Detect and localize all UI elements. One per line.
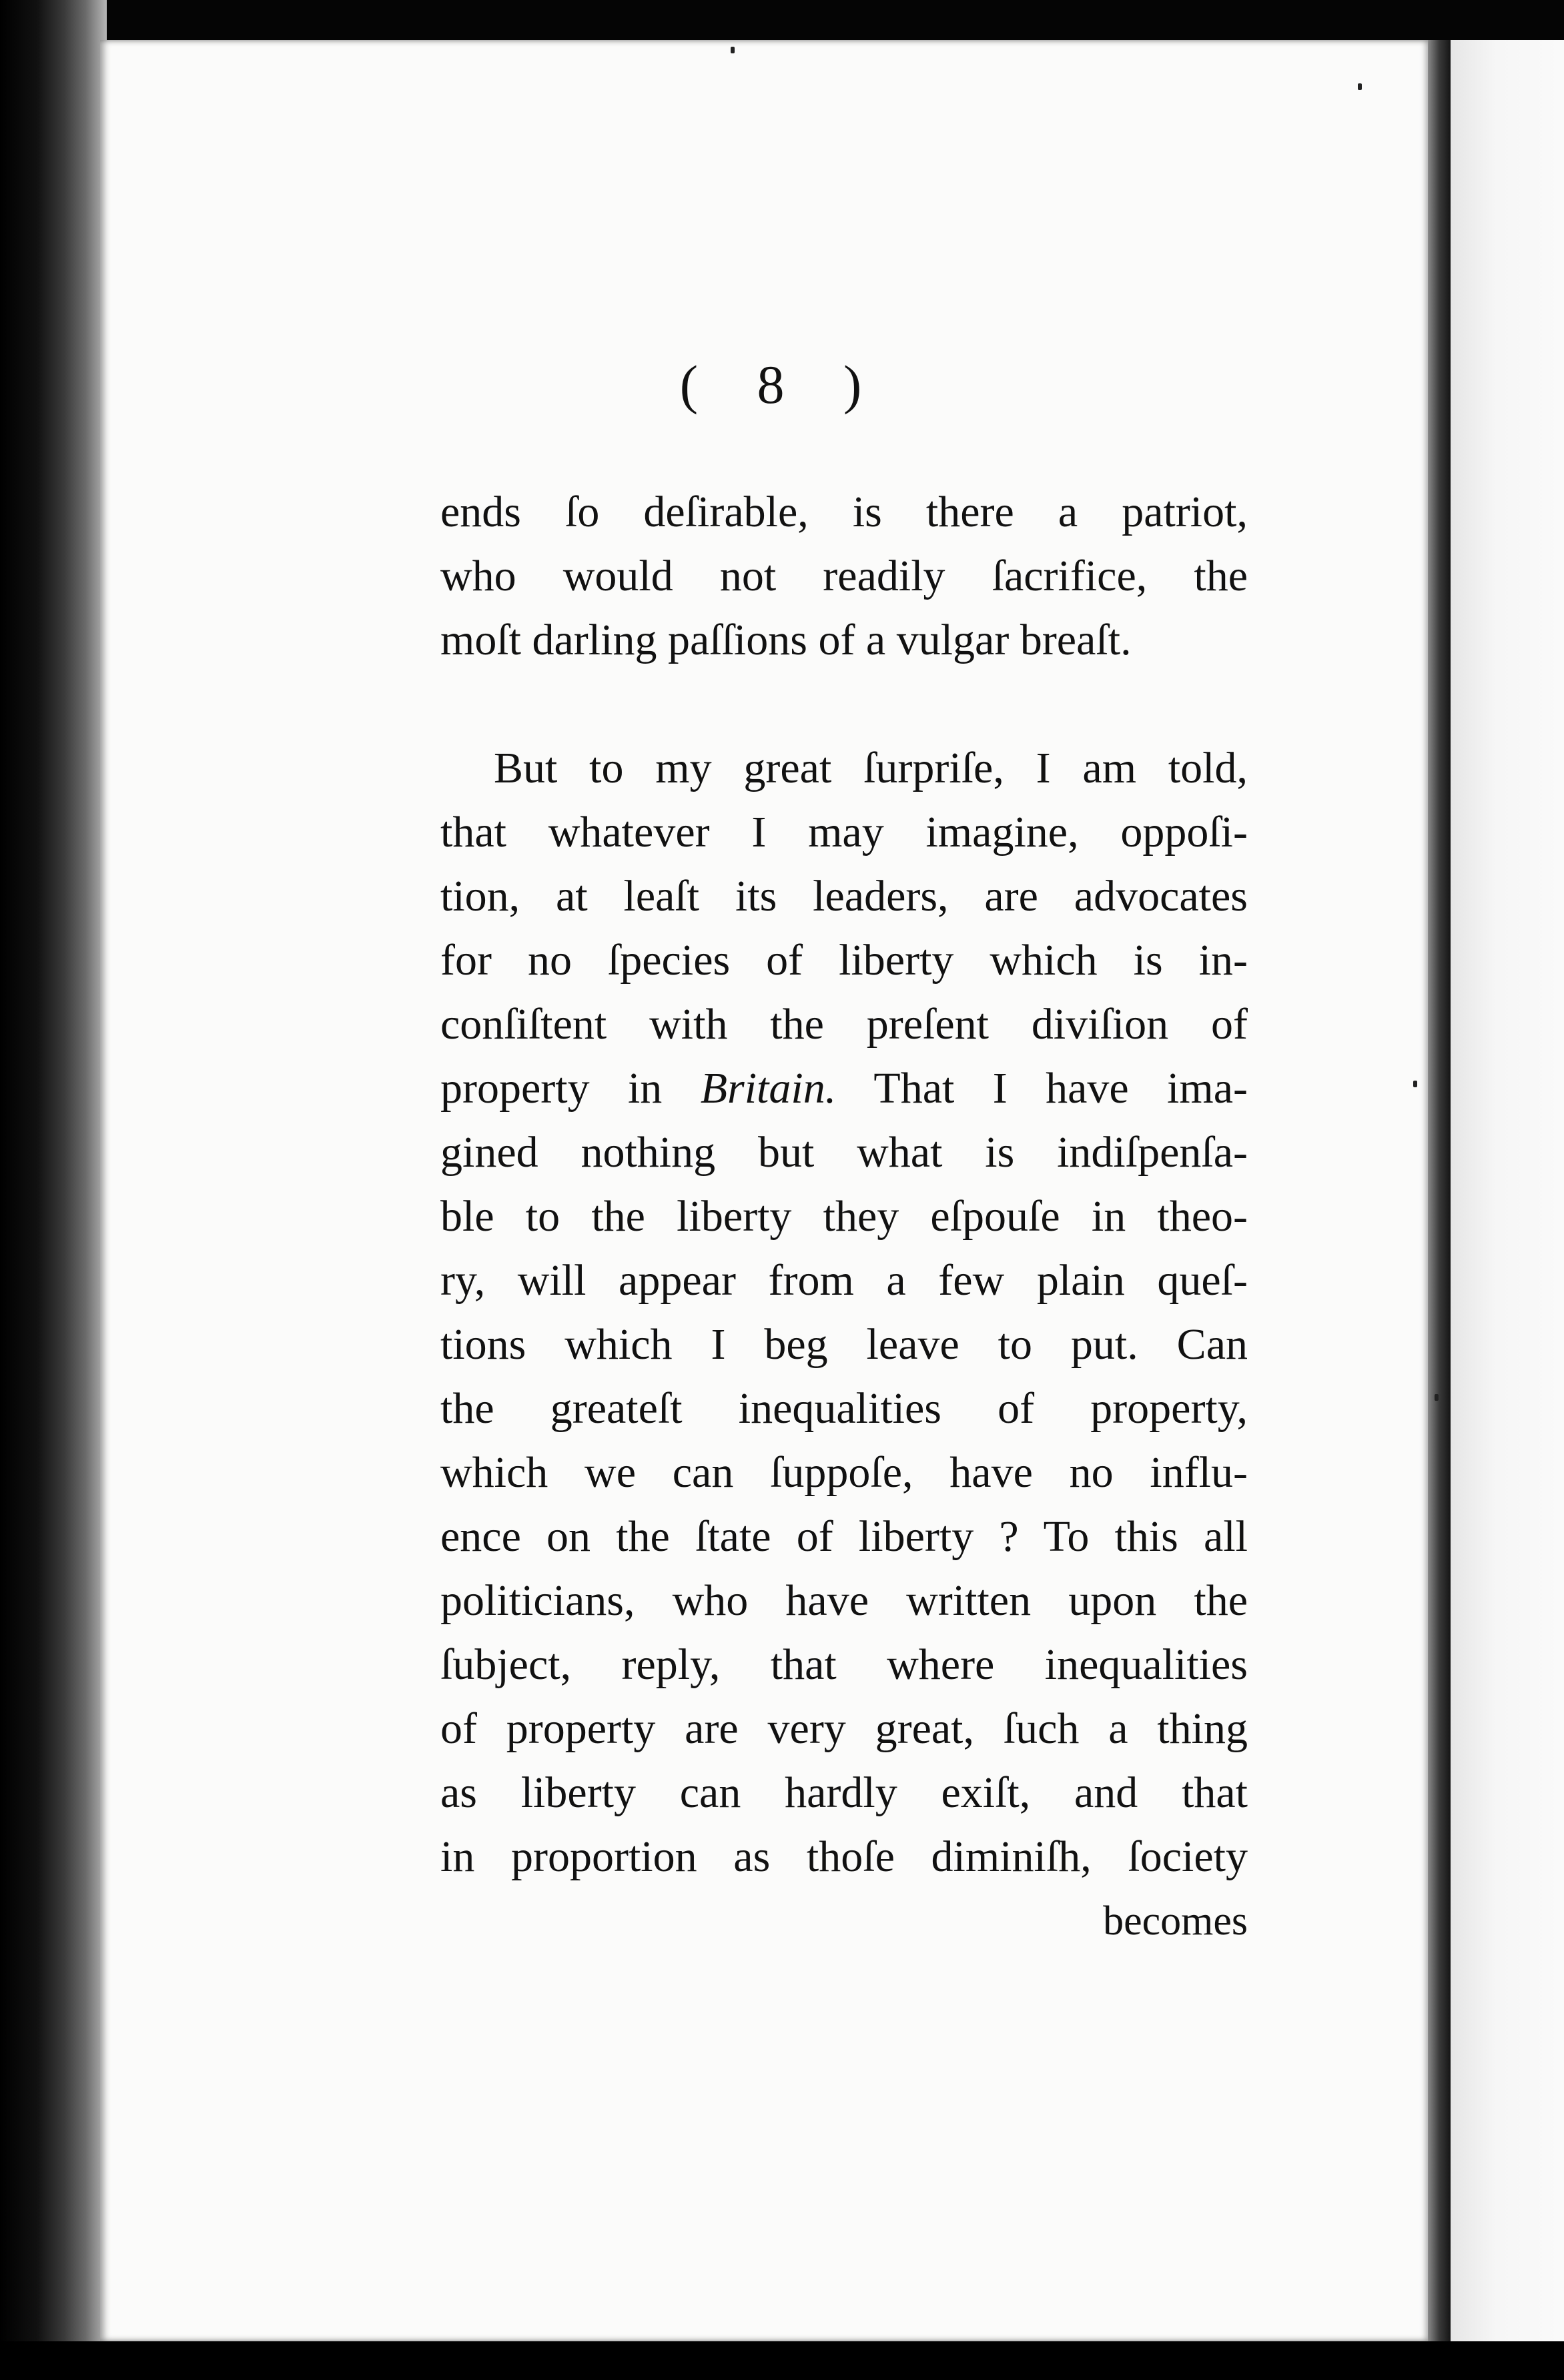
text-line: conſiſtent with the preſent diviſion of	[440, 1000, 1248, 1049]
text-line: in proportion as thoſe diminiſh, ſociety	[440, 1832, 1248, 1881]
text-fragment: property in	[440, 1064, 663, 1113]
text-line: politicians, who have written upon the	[440, 1576, 1248, 1625]
text-line: moſt darling paſſions of a vulgar breaſt.	[440, 616, 1132, 664]
scan-speck	[731, 47, 735, 53]
catchword: becomes	[1103, 1898, 1248, 1944]
text-line: ble to the liberty they eſpouſe in theo-	[440, 1192, 1248, 1241]
text-line: ry, will appear from a few plain queſ-	[440, 1256, 1248, 1305]
body-text	[440, 480, 1248, 1953]
scan-speck	[1413, 1081, 1417, 1087]
scan-speck	[1358, 83, 1362, 90]
scan-bottom-edge	[0, 2341, 1564, 2380]
scan-speck	[1435, 1394, 1439, 1401]
text-line: for no ſpecies of liberty which is in-	[440, 936, 1248, 985]
text-line: the greateſt inequalities of property,	[440, 1384, 1248, 1433]
text-line: But to my great ſurpriſe, I am told,	[494, 744, 1248, 792]
text-line: ence on the ſtate of liberty ? To this all	[440, 1512, 1248, 1561]
italic-place-name: Britain.	[700, 1064, 837, 1113]
text-fragment: That I have ima-	[873, 1064, 1248, 1113]
paragraph-gap	[440, 672, 1248, 736]
text-line-with-italic	[440, 1057, 1248, 1121]
text-line: that whatever I may imagine, oppoſi-	[440, 808, 1248, 856]
text-line: who would not readily ſacrifice, the	[440, 552, 1248, 600]
text-line: of property are very great, ſuch a thing	[440, 1704, 1248, 1753]
text-line: tion, at leaſt its leaders, are advocates	[440, 872, 1248, 921]
page-number: ( 8 )	[679, 354, 885, 415]
text-line: which we can ſuppoſe, have no influ-	[440, 1448, 1248, 1497]
text-line: ends ſo deſirable, is there a patriot,	[440, 488, 1248, 536]
text-line: as liberty can hardly exiſt, and that	[440, 1768, 1248, 1817]
text-line: tions which I beg leave to put. Can	[440, 1320, 1248, 1369]
text-line: gined nothing but what is indiſpenſa-	[440, 1128, 1248, 1177]
text-line: ſubject, reply, that where inequalities	[440, 1640, 1248, 1689]
